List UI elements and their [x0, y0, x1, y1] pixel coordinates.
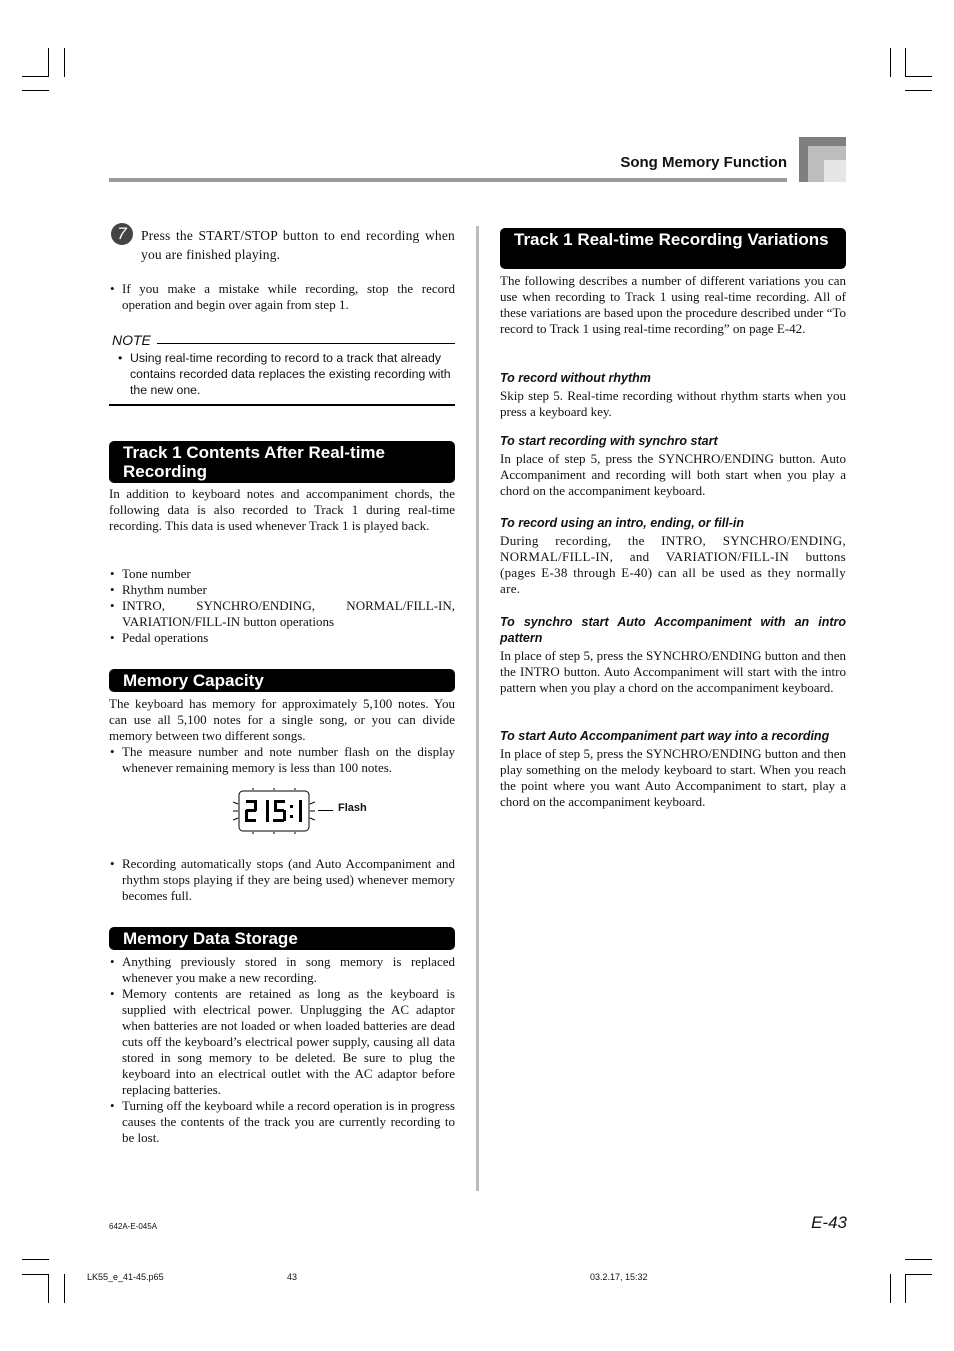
- crop-mark: [905, 1259, 932, 1260]
- footer-timestamp: 03.2.17, 15:32: [590, 1272, 648, 1282]
- step-number-badge: 7: [111, 223, 133, 245]
- crop-mark: [905, 1274, 932, 1275]
- manual-code: 642A-E-045A: [109, 1222, 158, 1231]
- subheading-no-rhythm: To record without rhythm: [500, 371, 651, 385]
- step-bullets: [110, 281, 455, 313]
- crop-mark: [22, 90, 49, 91]
- column-divider: [476, 226, 479, 1191]
- crop-mark: [22, 1274, 49, 1275]
- crop-mark: [48, 48, 49, 77]
- footer-filename: LK55_e_41-45.p65: [87, 1272, 164, 1282]
- note-top-rule: [157, 343, 455, 344]
- list-item: • If you make a mistake while recording, stop the record operation and begin over again from step 1.: [110, 281, 455, 313]
- flash-leader-line: [318, 810, 333, 811]
- section-body: In place of step 5, press the SYNCHRO/ENDING button. Auto Accompaniment and recording will both start when you play a chord on the accompaniment keyboard.: [500, 451, 846, 498]
- page-number: E-43: [811, 1213, 847, 1232]
- heading-track1-variations: Track 1 Real-time Recording Variations: [500, 228, 846, 269]
- section-body: In place of step 5, press the SYNCHRO/ENDING button and then play something on the melody keyboard to start. When you reach the point where you want Auto Accompaniment to start, play a chord on the accompaniment keyboard.: [500, 746, 846, 809]
- list-item: • Anything previously stored in song memory is replaced whenever you make a new recording.: [110, 954, 455, 986]
- track1-contents-intro: In addition to keyboard notes and accompaniment chords, the following data is also recorded to Track 1 during real-time recording. This data is used whenever Track 1 is played back.: [109, 486, 455, 533]
- crop-mark: [890, 1274, 891, 1303]
- track1-contents-list: [110, 566, 455, 646]
- subheading-synchro-intro: To synchro start Auto Accompaniment with an intro pattern: [500, 615, 846, 645]
- note-list: [118, 350, 455, 398]
- list-item: • Memory contents are retained as long as the keyboard is supplied with electrical power. Unplugging the AC adaptor when batteries are not loaded or when loaded batteries are dead cuts off the keyboard’s electrical power supply, causing all data stored in song memory to be deleted. Be sure to plug the keyboard into an electrical outlet with the AC adaptor before replacing batteries.: [110, 986, 455, 1098]
- crop-mark: [890, 48, 891, 77]
- subheading-synchro-start: To start recording with synchro start: [500, 434, 718, 448]
- section-body: During recording, the INTRO, SYNCHRO/ENDING, NORMAL/FILL-IN, and VARIATION/FILL-IN buttons (pages E-38 through E-40) can all be used as they normally are.: [500, 533, 846, 596]
- crop-mark: [22, 1259, 49, 1260]
- lcd-display: [233, 788, 315, 834]
- memory-capacity-bullets: [110, 744, 455, 776]
- list-item: • Recording automatically stops (and Auto Accompaniment and rhythm stops playing if they are being used) whenever memory becomes full.: [110, 856, 455, 904]
- heading-memory-capacity: Memory Capacity: [109, 669, 455, 692]
- memory-storage-bullets: [110, 954, 455, 1146]
- subheading-intro-ending-fillin: To record using an intro, ending, or fill-in: [500, 516, 744, 530]
- crop-mark: [905, 90, 932, 91]
- crop-mark: [22, 76, 49, 77]
- header-rule: [109, 178, 787, 182]
- list-item: • INTRO, SYNCHRO/ENDING, NORMAL/FILL-IN, VARIATION/FILL-IN button operations: [110, 598, 455, 630]
- crop-mark: [905, 1274, 906, 1303]
- memory-capacity-bullets-after: [110, 856, 455, 904]
- section-body: In place of step 5, press the SYNCHRO/ENDING button and then the INTRO button. Auto Accompaniment will start with the intro pattern when you play a chord on the accompaniment keyboard.: [500, 648, 846, 695]
- crop-mark: [905, 76, 932, 77]
- note-label: NOTE: [112, 332, 151, 348]
- section-body: Skip step 5. Real-time recording without rhythm starts when you press a keyboard key.: [500, 388, 846, 419]
- crop-mark: [48, 1274, 49, 1303]
- list-item: • Turning off the keyboard while a record operation is in progress causes the contents of the track you are currently recording to be lost.: [110, 1098, 455, 1146]
- crop-mark: [64, 1274, 65, 1303]
- list-item: • Using real-time recording to record to a track that already contains recorded data replaces the existing recording with the new one.: [118, 350, 455, 398]
- list-item: • Pedal operations: [110, 630, 455, 646]
- subheading-part-way: To start Auto Accompaniment part way into a recording: [500, 729, 830, 743]
- crop-mark: [64, 48, 65, 77]
- heading-memory-storage: Memory Data Storage: [109, 927, 455, 950]
- footer-page: 43: [287, 1272, 298, 1282]
- step-7-text: Press the START/STOP button to end recording when you are finished playing.: [141, 228, 455, 262]
- list-item: • Tone number: [110, 566, 455, 582]
- crop-mark: [905, 48, 906, 77]
- heading-track1-contents: Track 1 Contents After Real-time Recording: [109, 441, 455, 483]
- memory-capacity-intro: The keyboard has memory for approximately 5,100 notes. You can use all 5,100 notes for a single song, or you can divide memory between two different songs.: [109, 696, 455, 743]
- note-bottom-rule: [109, 404, 455, 406]
- section-title: Song Memory Function: [620, 154, 787, 171]
- list-item: • Rhythm number: [110, 582, 455, 598]
- variations-intro: The following describes a number of different variations you can use when recording to Track 1 using real-time recording. All of these variations are based upon the procedure described under “To record to Track 1 using real-time recording” on page E-42.: [500, 273, 846, 336]
- list-item: • The measure number and note number flash on the display whenever remaining memory is less than 100 notes.: [110, 744, 455, 776]
- thumb-tab-core: [824, 160, 846, 182]
- flash-label: Flash: [338, 802, 367, 814]
